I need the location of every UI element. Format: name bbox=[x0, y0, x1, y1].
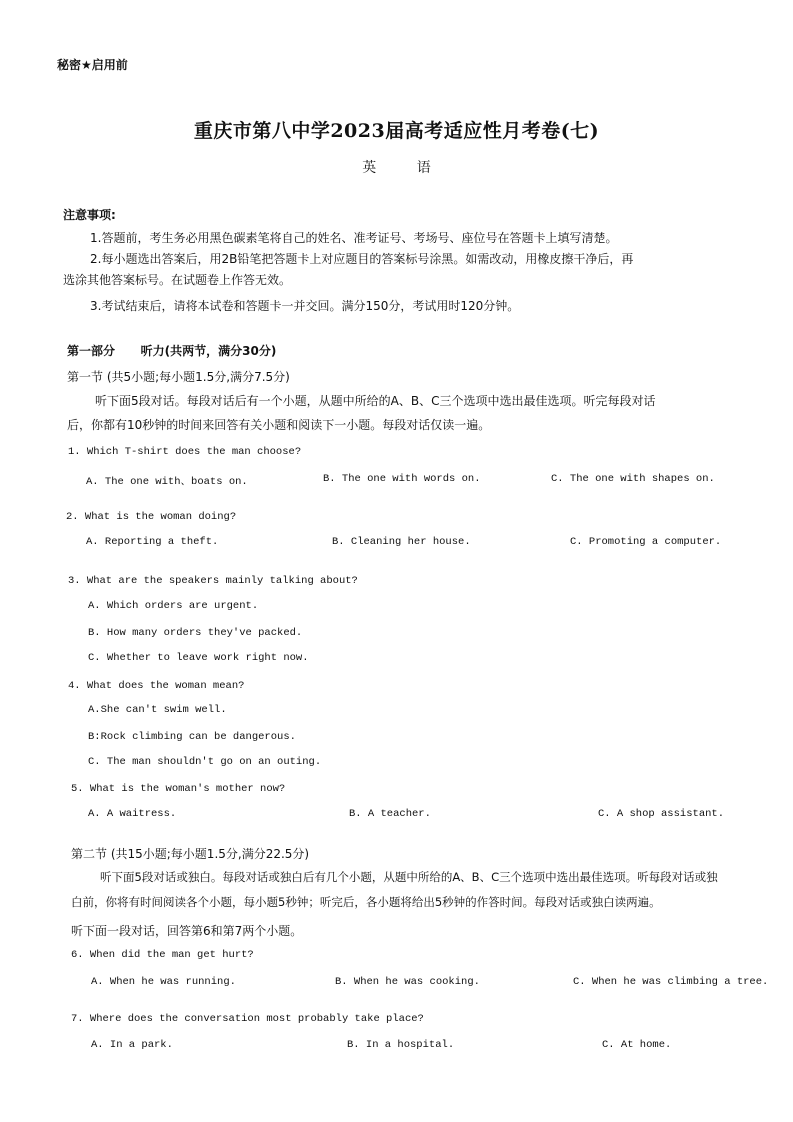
option-a: A. In a park. bbox=[91, 1039, 173, 1051]
option-a: A. A waitress. bbox=[88, 808, 177, 820]
option-b: B:Rock climbing can be dangerous. bbox=[88, 731, 296, 743]
option-a: A. The one with、boats on. bbox=[86, 476, 248, 488]
option-c: C. The man shouldn't go on an outing. bbox=[88, 756, 322, 768]
part1-sub-label: 听力(共两节，满分30分) bbox=[140, 344, 277, 358]
option-c: C. The one with shapes on. bbox=[551, 473, 715, 485]
subject-label: 英 语 bbox=[362, 160, 449, 176]
question-stem: 3. What are the speakers mainly talking about? bbox=[68, 575, 358, 587]
option-c: C. Whether to leave work right now. bbox=[88, 652, 309, 664]
section2-instructions-line1: 听下面5段对话或独白。每段对话或独白后有几个小题，从题中所给的A、B、C三个选项中选出最佳选项。听每段对话或独 bbox=[100, 870, 718, 884]
section2-sub-instructions: 听下面一段对话，回答第6和第7两个小题。 bbox=[71, 924, 303, 938]
option-b: B. In a hospital. bbox=[347, 1039, 455, 1051]
question-stem: 1. Which T-shirt does the man choose? bbox=[68, 446, 302, 458]
question-stem: 4. What does the woman mean? bbox=[68, 680, 245, 692]
option-b: B. A teacher. bbox=[349, 808, 431, 820]
option-c: C. When he was climbing a tree. bbox=[573, 976, 769, 988]
question-stem: 6. When did the man get hurt? bbox=[71, 949, 254, 961]
section1-heading: 第一节 (共5小题;每小题1.5分,满分7.5分) bbox=[67, 370, 290, 384]
notice-item-3: 3.考试结束后，请将本试卷和答题卡一并交回。满分150分，考试用时120分钟。 bbox=[90, 299, 520, 313]
option-b: B. The one with words on. bbox=[323, 473, 481, 485]
option-b: B. How many orders they've packed. bbox=[88, 627, 303, 639]
exam-title: 重庆市第八中学2023届高考适应性月考卷(七) bbox=[193, 120, 600, 142]
option-a: A. When he was running. bbox=[91, 976, 236, 988]
option-a: A.She can't swim well. bbox=[88, 704, 227, 716]
part1-heading bbox=[67, 342, 276, 359]
option-a: A. Which orders are urgent. bbox=[88, 600, 259, 612]
notice-heading: 注意事项: bbox=[63, 208, 116, 222]
notice-item-1: 1.答题前，考生务必用黑色碳素笔将自己的姓名、准考证号、考场号、座位号在答题卡上填写清楚。 bbox=[90, 231, 618, 245]
option-c: C. Promoting a computer. bbox=[570, 536, 722, 548]
notice-item-2-cont: 选涂其他答案标号。在试题卷上作答无效。 bbox=[63, 273, 292, 287]
question-stem: 5. What is the woman's mother now? bbox=[71, 783, 286, 795]
section1-instructions-line1: 听下面5段对话。每段对话后有一个小题，从题中所给的A、B、C三个选项中选出最佳选项。听完每段对话 bbox=[95, 394, 656, 408]
option-c: C. At home. bbox=[602, 1039, 672, 1051]
question-stem: 7. Where does the conversation most probably take place? bbox=[71, 1013, 424, 1025]
section1-instructions-line2: 后，你都有10秒钟的时间来回答有关小题和阅读下一小题。每段对话仅读一遍。 bbox=[67, 418, 491, 432]
option-b: B. When he was cooking. bbox=[335, 976, 480, 988]
section2-instructions-line2: 白前，你将有时间阅读各个小题，每小题5秒钟；听完后，各小题将给出5秒钟的作答时间。每段对话或独白读两遍。 bbox=[71, 895, 661, 909]
option-b: B. Cleaning her house. bbox=[332, 536, 471, 548]
question-stem: 2. What is the woman doing? bbox=[66, 511, 237, 523]
confidential-label: 秘密★启用前 bbox=[57, 58, 128, 72]
notice-item-2: 2.每小题选出答案后，用2B铅笔把答题卡上对应题目的答案标号涂黑。如需改动，用橡皮擦干净后，再 bbox=[90, 252, 634, 266]
section2-heading: 第二节 (共15小题;每小题1.5分,满分22.5分) bbox=[71, 847, 310, 861]
part1-label: 第一部分 bbox=[67, 344, 116, 358]
option-c: C. A shop assistant. bbox=[598, 808, 725, 820]
option-a: A. Reporting a theft. bbox=[86, 536, 219, 548]
